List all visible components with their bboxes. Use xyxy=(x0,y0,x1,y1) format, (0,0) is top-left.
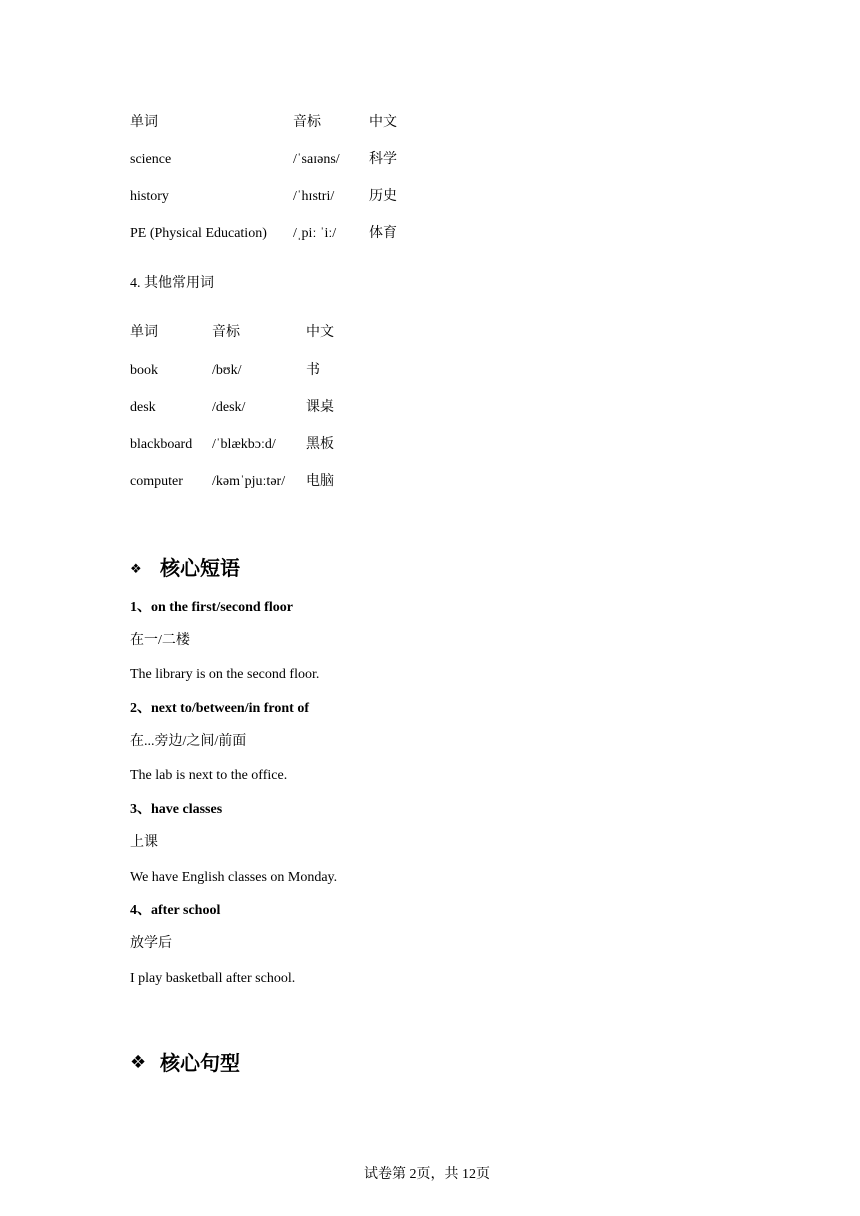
phrase-example: We have English classes on Monday. xyxy=(130,870,338,885)
table-cell-word: computer xyxy=(130,474,183,489)
section-heading-phrases: 核心短语 xyxy=(160,556,240,580)
table-cell-phonetic: /desk/ xyxy=(212,400,246,415)
phrase-title: 2、next to/between/in front of xyxy=(130,701,309,716)
table-header-word: 单词 xyxy=(130,115,158,130)
table-cell-chinese: 电脑 xyxy=(306,474,334,489)
table-header-phonetic: 音标 xyxy=(212,325,240,340)
phrase-example: The lab is next to the office. xyxy=(130,768,288,783)
table-cell-word: history xyxy=(130,189,169,204)
table-cell-phonetic: /ˈsaɪəns/ xyxy=(293,152,340,167)
table-cell-phonetic: /ˈblækbɔːd/ xyxy=(212,437,276,452)
table-header-chinese: 中文 xyxy=(306,325,334,340)
phrase-meaning: 在...旁边/之间/前面 xyxy=(130,734,247,749)
table-cell-chinese: 科学 xyxy=(369,152,397,167)
diamond-bullet-icon: ❖ xyxy=(130,562,142,577)
table-cell-word: blackboard xyxy=(130,437,193,452)
table-header-chinese: 中文 xyxy=(369,115,397,130)
section-heading-sentences: 核心句型 xyxy=(160,1051,240,1075)
page-footer: 试卷第 2页，共 12页 xyxy=(364,1167,490,1182)
phrase-meaning: 上课 xyxy=(130,835,158,850)
table-cell-phonetic: /kəmˈpjuːtər/ xyxy=(212,474,286,489)
table-cell-word: desk xyxy=(130,400,156,415)
section-4-title: 4. 其他常用词 xyxy=(130,276,214,291)
table-header-phonetic: 音标 xyxy=(293,115,321,130)
table-cell-chinese: 黑板 xyxy=(306,437,334,452)
phrase-title: 4、after school xyxy=(130,903,221,918)
phrase-meaning: 放学后 xyxy=(130,936,172,951)
table-cell-phonetic: /bʊk/ xyxy=(212,363,242,378)
table-cell-chinese: 体育 xyxy=(369,226,397,241)
phrase-example: I play basketball after school. xyxy=(130,971,296,986)
phrase-title: 3、have classes xyxy=(130,802,223,817)
table-cell-chinese: 历史 xyxy=(369,189,397,204)
table-cell-word: science xyxy=(130,152,172,167)
table-cell-chinese: 课桌 xyxy=(306,400,334,415)
table-cell-phonetic: /ˈhɪstri/ xyxy=(293,189,335,204)
phrase-example: The library is on the second floor. xyxy=(130,667,320,682)
table-cell-word: PE (Physical Education) xyxy=(130,226,267,241)
diamond-bullet-icon: ❖ xyxy=(130,1052,147,1073)
table-cell-word: book xyxy=(130,363,158,378)
table-cell-phonetic: /ˌpiː ˈiː/ xyxy=(293,226,337,241)
phrase-title: 1、on the first/second floor xyxy=(130,600,293,615)
table-cell-chinese: 书 xyxy=(306,363,320,378)
phrase-meaning: 在一/二楼 xyxy=(130,633,190,648)
table-header-word: 单词 xyxy=(130,325,158,340)
